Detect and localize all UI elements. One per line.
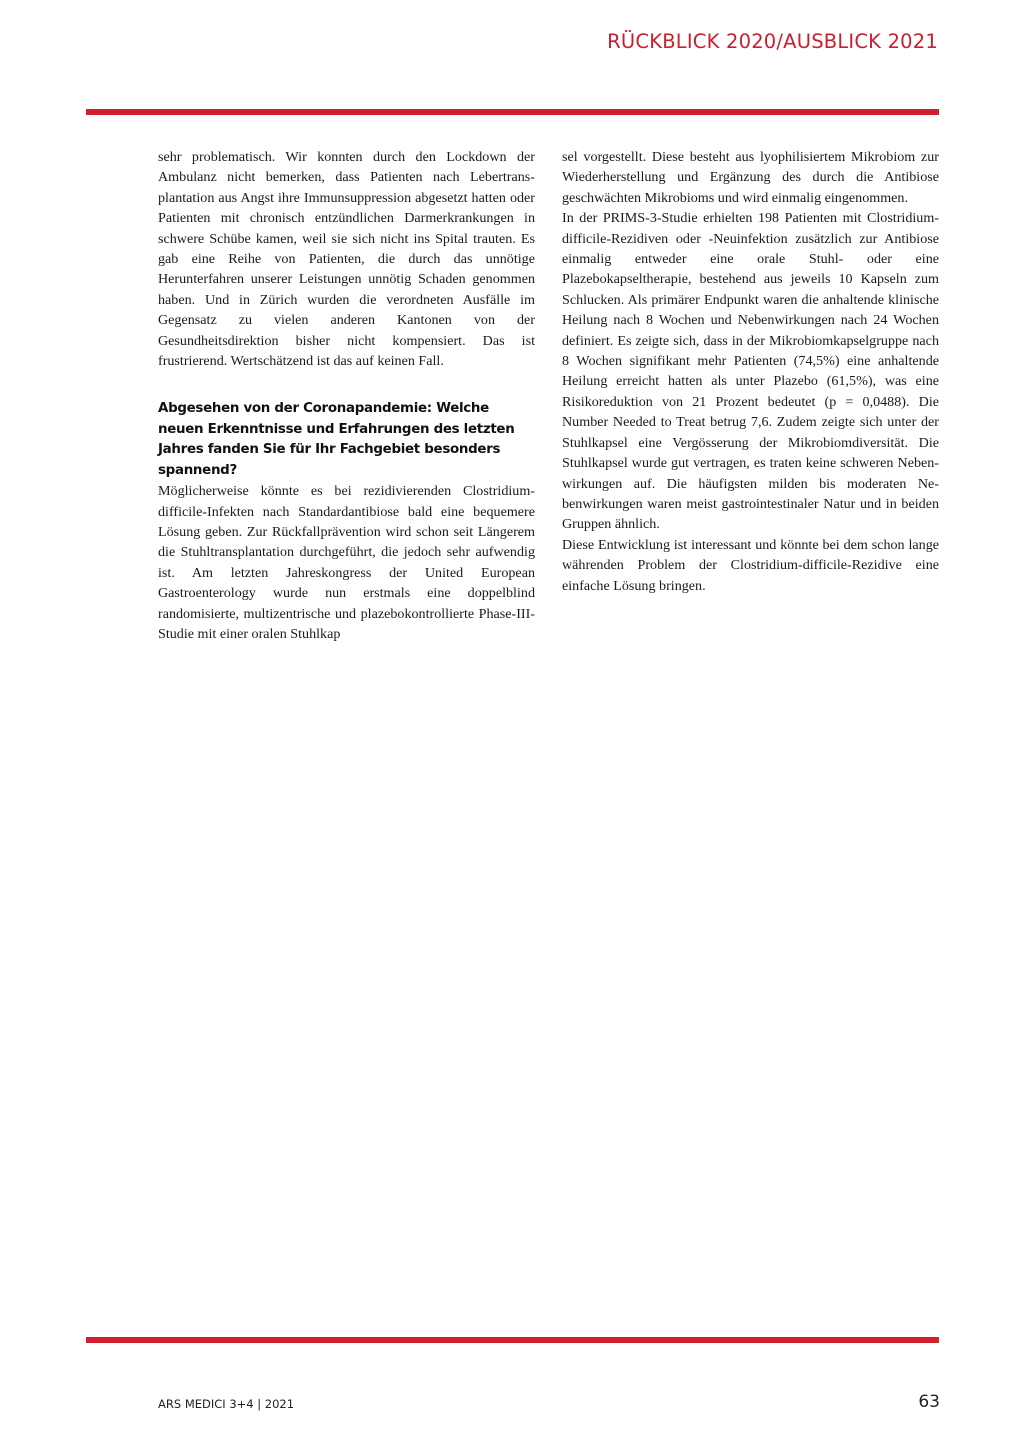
body-paragraph: In der PRIMS-3-Studie erhielten 198 Patienten mit Clostridium-difficile-Rezidiven oder -Neuinfektion zusätzlich zur Antibiose einmalig entweder eine orale Stuhl- oder eine Plazebokapseltherapie, bestehend aus jeweils 10 Kapseln zum Schlucken. Als primärer Endpunkt waren die anhaltende klinische Heilung nach 8 Wochen und Nebenwirkungen nach 24 Wochen definiert. Es zeigte sich, dass in der Mikrobiomkapselgruppe nach 8 Wochen signifikant mehr Patienten (74,5%) eine anhaltende Heilung erreicht hatten als unter Plazebo (61,5%), was eine Risikoreduktion von 21 Prozent bedeutet (p = 0,0488). Die Number Needed to Treat betrug 7,6. Zudem zeigte sich unter der Stuhlkapsel eine Vergösserung der Mikrobiomdiversität. Die Stuhlkapsel wurde gut vertragen, es traten keine schweren Nebenwirkungen auf. Die häufigsten milden bis moderaten Nebenwirkungen waren meist gastrointestinaler Natur und in beiden Gruppen ähnlich. bbox=[562, 210, 939, 533]
header-divider bbox=[86, 109, 939, 115]
left-column bbox=[158, 147, 535, 644]
interview-answer: Möglicherweise könnte es bei rezidivierenden Clostridium-difficile-Infekten nach Standardantibiose bald eine bequemere Lösung geben. Zur Rückfallprävention wird schon seit Längerem die Stuhltransplantation durchgeführt, die jedoch sehr aufwendig ist. Am letzten Jahreskongress der United European Gastroenterology wurde nun erstmals eine doppelblind randomisierte, multizentrische und plazebokontrollierte Phase-III-Studie mit einer oralen Stuhlkap bbox=[158, 483, 535, 642]
body-paragraph: sehr problematisch. Wir konnten durch den Lockdown der Ambulanz nicht bemerken, dass Patienten nach Lebertransplantation aus Angst ihre Immunsuppression abgesetzt hatten oder Patienten mit chronisch entzündlichen Darmerkrankungen in schwere Schübe kamen, weil sie sich nicht ins Spital trauten. Es gab eine Reihe von Patienten, die durch das unnötige Herunterfahren unserer Leistungen unnötig Schaden genommen haben. Und in Zürich wurden die verordneten Ausfälle im Gegensatz zu vielen anderen Kantonen von der Gesundheitsdirektion bisher nicht kompensiert. Das ist frustrierend. Wertschätzend ist das auf keinen Fall. bbox=[158, 149, 535, 370]
section-title: RÜCKBLICK 2020/AUSBLICK 2021 bbox=[607, 30, 938, 53]
page-number: 63 bbox=[918, 1392, 940, 1412]
footer-divider bbox=[86, 1337, 939, 1343]
body-paragraph: Diese Entwicklung ist interessant und könnte bei dem schon lange währenden Problem der Clostridium-difficile-Rezidive eine einfache Lösung bringen. bbox=[562, 536, 939, 594]
right-column bbox=[562, 147, 939, 596]
publication-info: ARS MEDICI 3+4 | 2021 bbox=[158, 1397, 295, 1411]
body-paragraph: sel vorgestellt. Diese besteht aus lyophilisiertem Mikrobiom zur Wiederherstellung und Ergänzung des durch die Antibiose geschwächten Mikrobioms und wird einmalig eingenommen. bbox=[562, 149, 939, 206]
interview-question: Abgesehen von der Coronapandemie: Welche neuen Erkenntnisse und Erfahrungen des letzten Jahres fanden Sie für Ihr Fachgebiet besonders spannend? bbox=[158, 401, 515, 478]
